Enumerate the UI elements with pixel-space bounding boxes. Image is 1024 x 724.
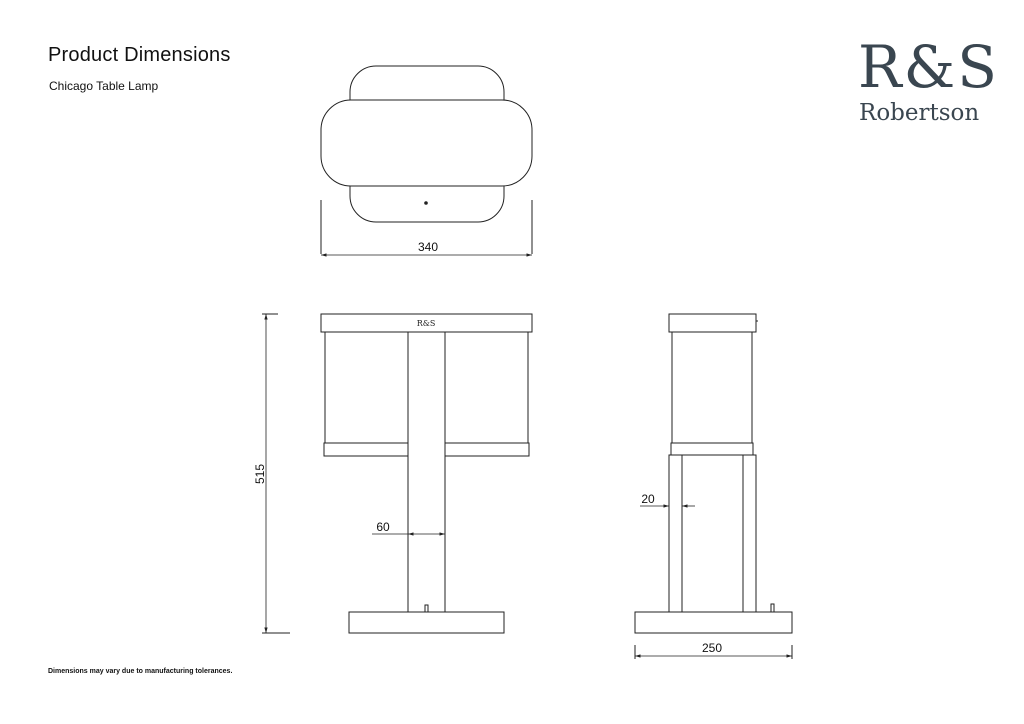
post-dimension-label: 20: [641, 492, 655, 506]
side-lower-ring: [671, 443, 753, 455]
height-dimension-label: 515: [253, 463, 267, 485]
front-lower-ring-left: [324, 443, 408, 456]
side-slot: [771, 604, 774, 612]
front-base: [349, 612, 504, 633]
logo-wordmark: Robertson: [859, 100, 980, 126]
side-top-cap: [669, 314, 756, 332]
side-view: [635, 314, 792, 659]
stem-dimension-label: 60: [376, 520, 390, 534]
front-view: [253, 314, 532, 633]
top-view-cap: [321, 100, 532, 186]
side-base: [635, 612, 792, 633]
depth-dimension-label: 250: [701, 641, 723, 655]
side-post-left: [669, 455, 682, 612]
side-post-right: [743, 455, 756, 612]
switch-dot: [424, 201, 428, 205]
front-stem: [408, 332, 445, 612]
tolerance-note: Dimensions may vary due to manufacturing tolerances.: [48, 668, 233, 675]
top-view: [321, 66, 532, 255]
width-dimension-label: 340: [417, 240, 439, 254]
page-title: Product Dimensions: [48, 44, 231, 66]
stem-slot: [425, 605, 428, 612]
front-lower-ring-right: [445, 443, 529, 456]
cap-logo: R&S: [416, 319, 436, 328]
top-view-back-shade: [350, 66, 504, 100]
product-name: Chicago Table Lamp: [49, 79, 159, 93]
logo-mark: R&S: [858, 33, 1000, 101]
